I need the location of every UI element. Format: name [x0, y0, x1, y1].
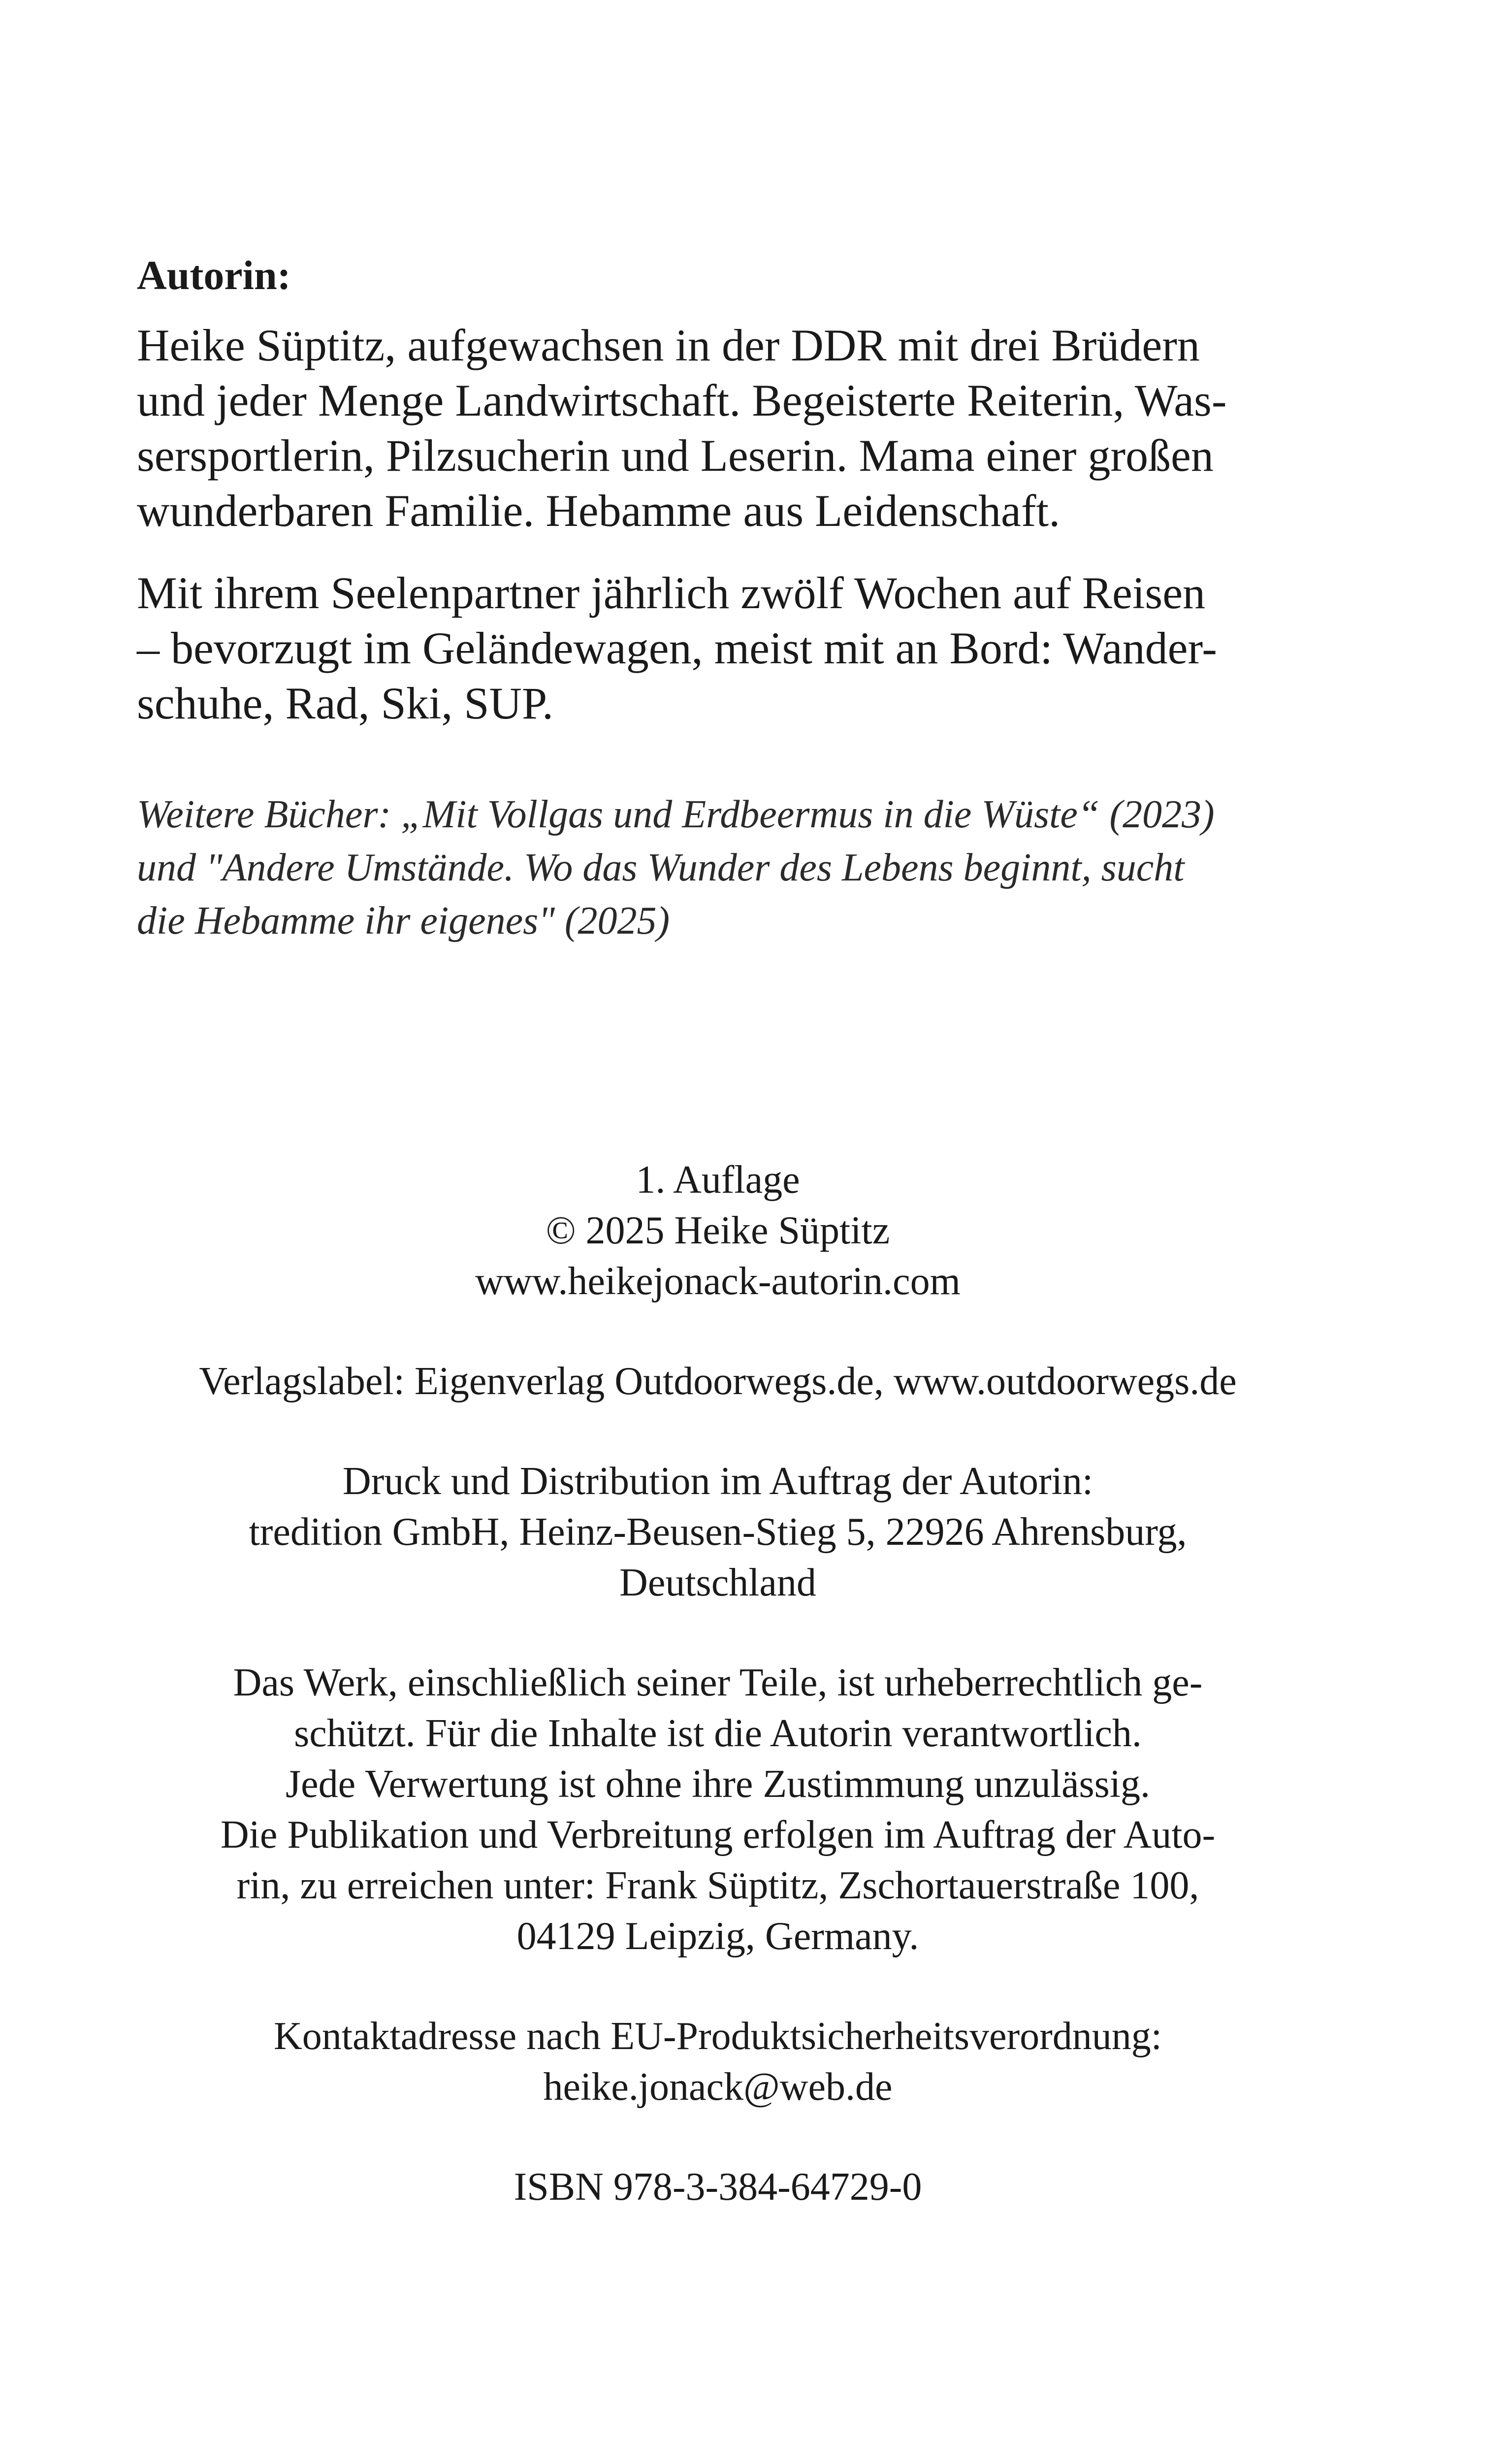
section-gap — [137, 2113, 1299, 2162]
books-line: und "Andere Umstände. Wo das Wunder des Lebens beginnt, sucht — [137, 846, 1185, 889]
author-heading: Autorin: — [137, 253, 291, 298]
edition: 1. Auflage — [636, 1158, 800, 1202]
section-gap — [137, 1307, 1299, 1356]
books-line: Weitere Bücher: „Mit Vollgas und Erdbeermus in die Wüste“ (2023) — [137, 793, 1215, 836]
author-bio — [137, 318, 1299, 731]
section-gap — [137, 1407, 1299, 1456]
rights-line: 04129 Leipzig, Germany. — [516, 1915, 919, 1958]
isbn: ISBN 978-3-384-64729-0 — [514, 2165, 922, 2209]
bio-line: sersportlerin, Pilzsucherin und Leserin. Mama einer großen — [137, 430, 1214, 481]
travel-line: – bevorzugt im Geländewagen, meist mit an Bord: Wander- — [137, 623, 1217, 673]
publisher-label: Verlagslabel: Eigenverlag Outdoorwegs.de, www.outdoorwegs.de — [199, 1360, 1237, 1403]
section-gap — [137, 1962, 1299, 2011]
author-website: www.heikejonack-autorin.com — [475, 1260, 961, 1303]
rights-line: rin, zu erreichen unter: Frank Süptitz, Zschortauerstraße 100, — [236, 1864, 1199, 1907]
rights-line: schützt. Für die Inhalte ist die Autorin verantwortlich. — [294, 1712, 1142, 1755]
travel-line: schuhe, Rad, Ski, SUP. — [137, 678, 553, 728]
travel-line: Mit ihrem Seelenpartner jährlich zwölf Wochen auf Reisen — [137, 568, 1206, 618]
rights-line: Das Werk, einschließlich seiner Teile, ist urheberrechtlich ge- — [233, 1661, 1203, 1704]
imprint-block — [137, 1155, 1299, 2213]
other-books — [137, 788, 1299, 947]
rights-line: Jede Verwertung ist ohne ihre Zustimmung unzulässig. — [285, 1762, 1150, 1806]
paragraph-gap — [137, 538, 1299, 565]
contact-line: heike.jonack@web.de — [543, 2065, 893, 2109]
books-line: die Hebamme ihr eigenes" (2025) — [137, 899, 670, 943]
print-line: Druck und Distribution im Auftrag der Autorin: — [342, 1460, 1094, 1503]
bio-line: und jeder Menge Landwirtschaft. Begeisterte Reiterin, Was- — [137, 375, 1227, 425]
print-line: Deutschland — [619, 1561, 816, 1604]
print-line: tredition GmbH, Heinz-Beusen-Stieg 5, 22926 Ahrensburg, — [249, 1510, 1187, 1554]
contact-line: Kontaktadresse nach EU-Produktsicherheitsverordnung: — [274, 2015, 1162, 2058]
section-gap — [137, 1608, 1299, 1658]
rights-line: Die Publikation und Verbreitung erfolgen im Auftrag der Auto- — [220, 1813, 1216, 1857]
bio-line: Heike Süptitz, aufgewachsen in der DDR mit drei Brüdern — [137, 320, 1200, 370]
bio-line: wunderbaren Familie. Hebamme aus Leidenschaft. — [137, 486, 1061, 536]
copyright: © 2025 Heike Süptitz — [546, 1209, 890, 1252]
